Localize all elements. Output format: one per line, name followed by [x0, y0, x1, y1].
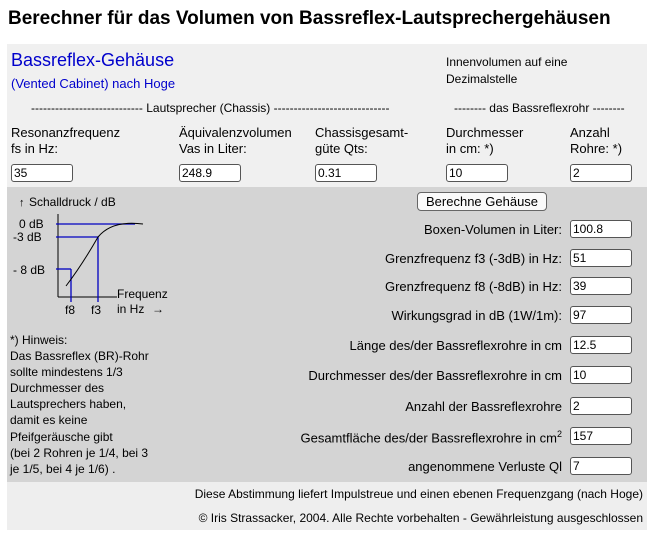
tick-f3: f3: [91, 303, 102, 317]
port-diameter-input[interactable]: [446, 164, 508, 182]
calculator-heading: Bassreflex-Gehäuse: [11, 50, 175, 70]
port-area-output[interactable]: [570, 427, 632, 445]
qts-label: Chassisgesamt-: [315, 125, 409, 140]
vas-label-unit: Vas in Liter:: [179, 141, 247, 156]
copyright: © Iris Strassacker, 2004. Alle Rechte vorbehalten - Gewährleistung ausgeschlossen: [198, 511, 643, 525]
result-label: Wirkungsgrad in dB (1W/1m):: [391, 308, 562, 323]
port-count-output[interactable]: [570, 397, 632, 415]
x-label-unit: in Hz: [117, 302, 145, 316]
qts-label-unit: güte Qts:: [315, 141, 368, 156]
hint-line: sollte mindestens 1/3: [10, 365, 123, 380]
vas-input[interactable]: [179, 164, 241, 182]
footer-note: Diese Abstimmung liefert Impulstreue und einen ebenen Frequenzgang (nach Hoge): [194, 487, 643, 501]
note-line-2: Dezimalstelle: [446, 72, 518, 86]
section-port: -------- das Bassreflexrohr --------: [454, 101, 625, 115]
hint-line: Pfeifgeräusche gibt: [10, 429, 113, 444]
diagram-y-label: Schalldruck / dB: [29, 195, 116, 209]
fs-input[interactable]: [11, 164, 73, 182]
tick-0db: 0 dB: [19, 217, 44, 231]
port-diameter-label-unit: in cm: *): [446, 141, 494, 156]
area-unit-sup: 2: [556, 429, 562, 439]
result-label: [300, 429, 562, 445]
losses-ql-output[interactable]: [570, 457, 632, 475]
hint-text: [10, 332, 149, 477]
frequency-response-diagram: [7, 187, 197, 322]
result-label: angenommene Verluste Ql: [408, 459, 562, 474]
port-count-label: Anzahl: [570, 125, 610, 140]
input-panel: [7, 44, 647, 187]
hint-line: (bei 2 Rohren je 1/4, bei 3: [10, 445, 149, 460]
fs-label-unit: fs in Hz:: [11, 141, 58, 156]
f8-output[interactable]: [570, 277, 632, 295]
port-count-input[interactable]: [570, 164, 632, 182]
hint-line: je 1/5, bei 4 je 1/6) .: [10, 461, 116, 476]
hint-line: Durchmesser des: [10, 381, 105, 396]
result-label: Durchmesser des/der Bassreflexrohre in cm: [308, 368, 562, 383]
result-label: Länge des/der Bassreflexrohre in cm: [349, 338, 562, 353]
result-label: Anzahl der Bassreflexrohre: [405, 399, 562, 414]
calculate-button[interactable]: Berechne Gehäuse: [417, 192, 547, 211]
hint-line: Lautsprechers haben,: [10, 397, 127, 412]
note-line-1: Innenvolumen auf eine: [446, 55, 568, 69]
port-diameter-label: Durchmesser: [446, 125, 524, 140]
x-label: Frequenz: [117, 287, 168, 301]
port-count-label-unit: Rohre: *): [570, 141, 623, 156]
vas-label: Äquivalenzvolumen: [179, 125, 292, 140]
arrow-right-icon: →: [152, 302, 164, 316]
diagram-arrow-up-icon: ↑: [19, 197, 25, 209]
result-label: Grenzfrequenz f8 (-8dB) in Hz:: [384, 279, 562, 294]
section-speaker: ---------------------------- Lautsprecher (Chassis) -----------------------------: [31, 101, 390, 115]
efficiency-output[interactable]: [570, 306, 632, 324]
box-volume-output[interactable]: [570, 220, 632, 238]
response-curve: [66, 223, 143, 286]
hint-line: damit es keine: [10, 413, 88, 428]
fs-label: Resonanzfrequenz: [11, 125, 121, 140]
footer: [7, 482, 647, 530]
hint-line: Das Bassreflex (BR)-Rohr: [10, 349, 149, 364]
tick-f8: f8: [65, 303, 76, 317]
area-label: Gesamtfläche des/der Bassreflexrohre in cm: [300, 430, 557, 446]
calculator-subheading: (Vented Cabinet) nach Hoge: [11, 76, 176, 91]
hint-line: *) Hinweis:: [10, 333, 68, 347]
tick-3db: -3 dB: [13, 230, 42, 244]
page-title: Berechner für das Volumen von Bassreflex-Lautsprechergehäusen: [8, 8, 611, 29]
port-length-output[interactable]: [570, 336, 632, 354]
f3-output[interactable]: [570, 249, 632, 267]
result-label: Grenzfrequenz f3 (-3dB) in Hz:: [384, 251, 562, 266]
tick-8db: - 8 dB: [13, 263, 46, 277]
result-label: Boxen-Volumen in Liter:: [423, 222, 562, 237]
port-diameter-output[interactable]: [570, 366, 632, 384]
qts-input[interactable]: [315, 164, 377, 182]
